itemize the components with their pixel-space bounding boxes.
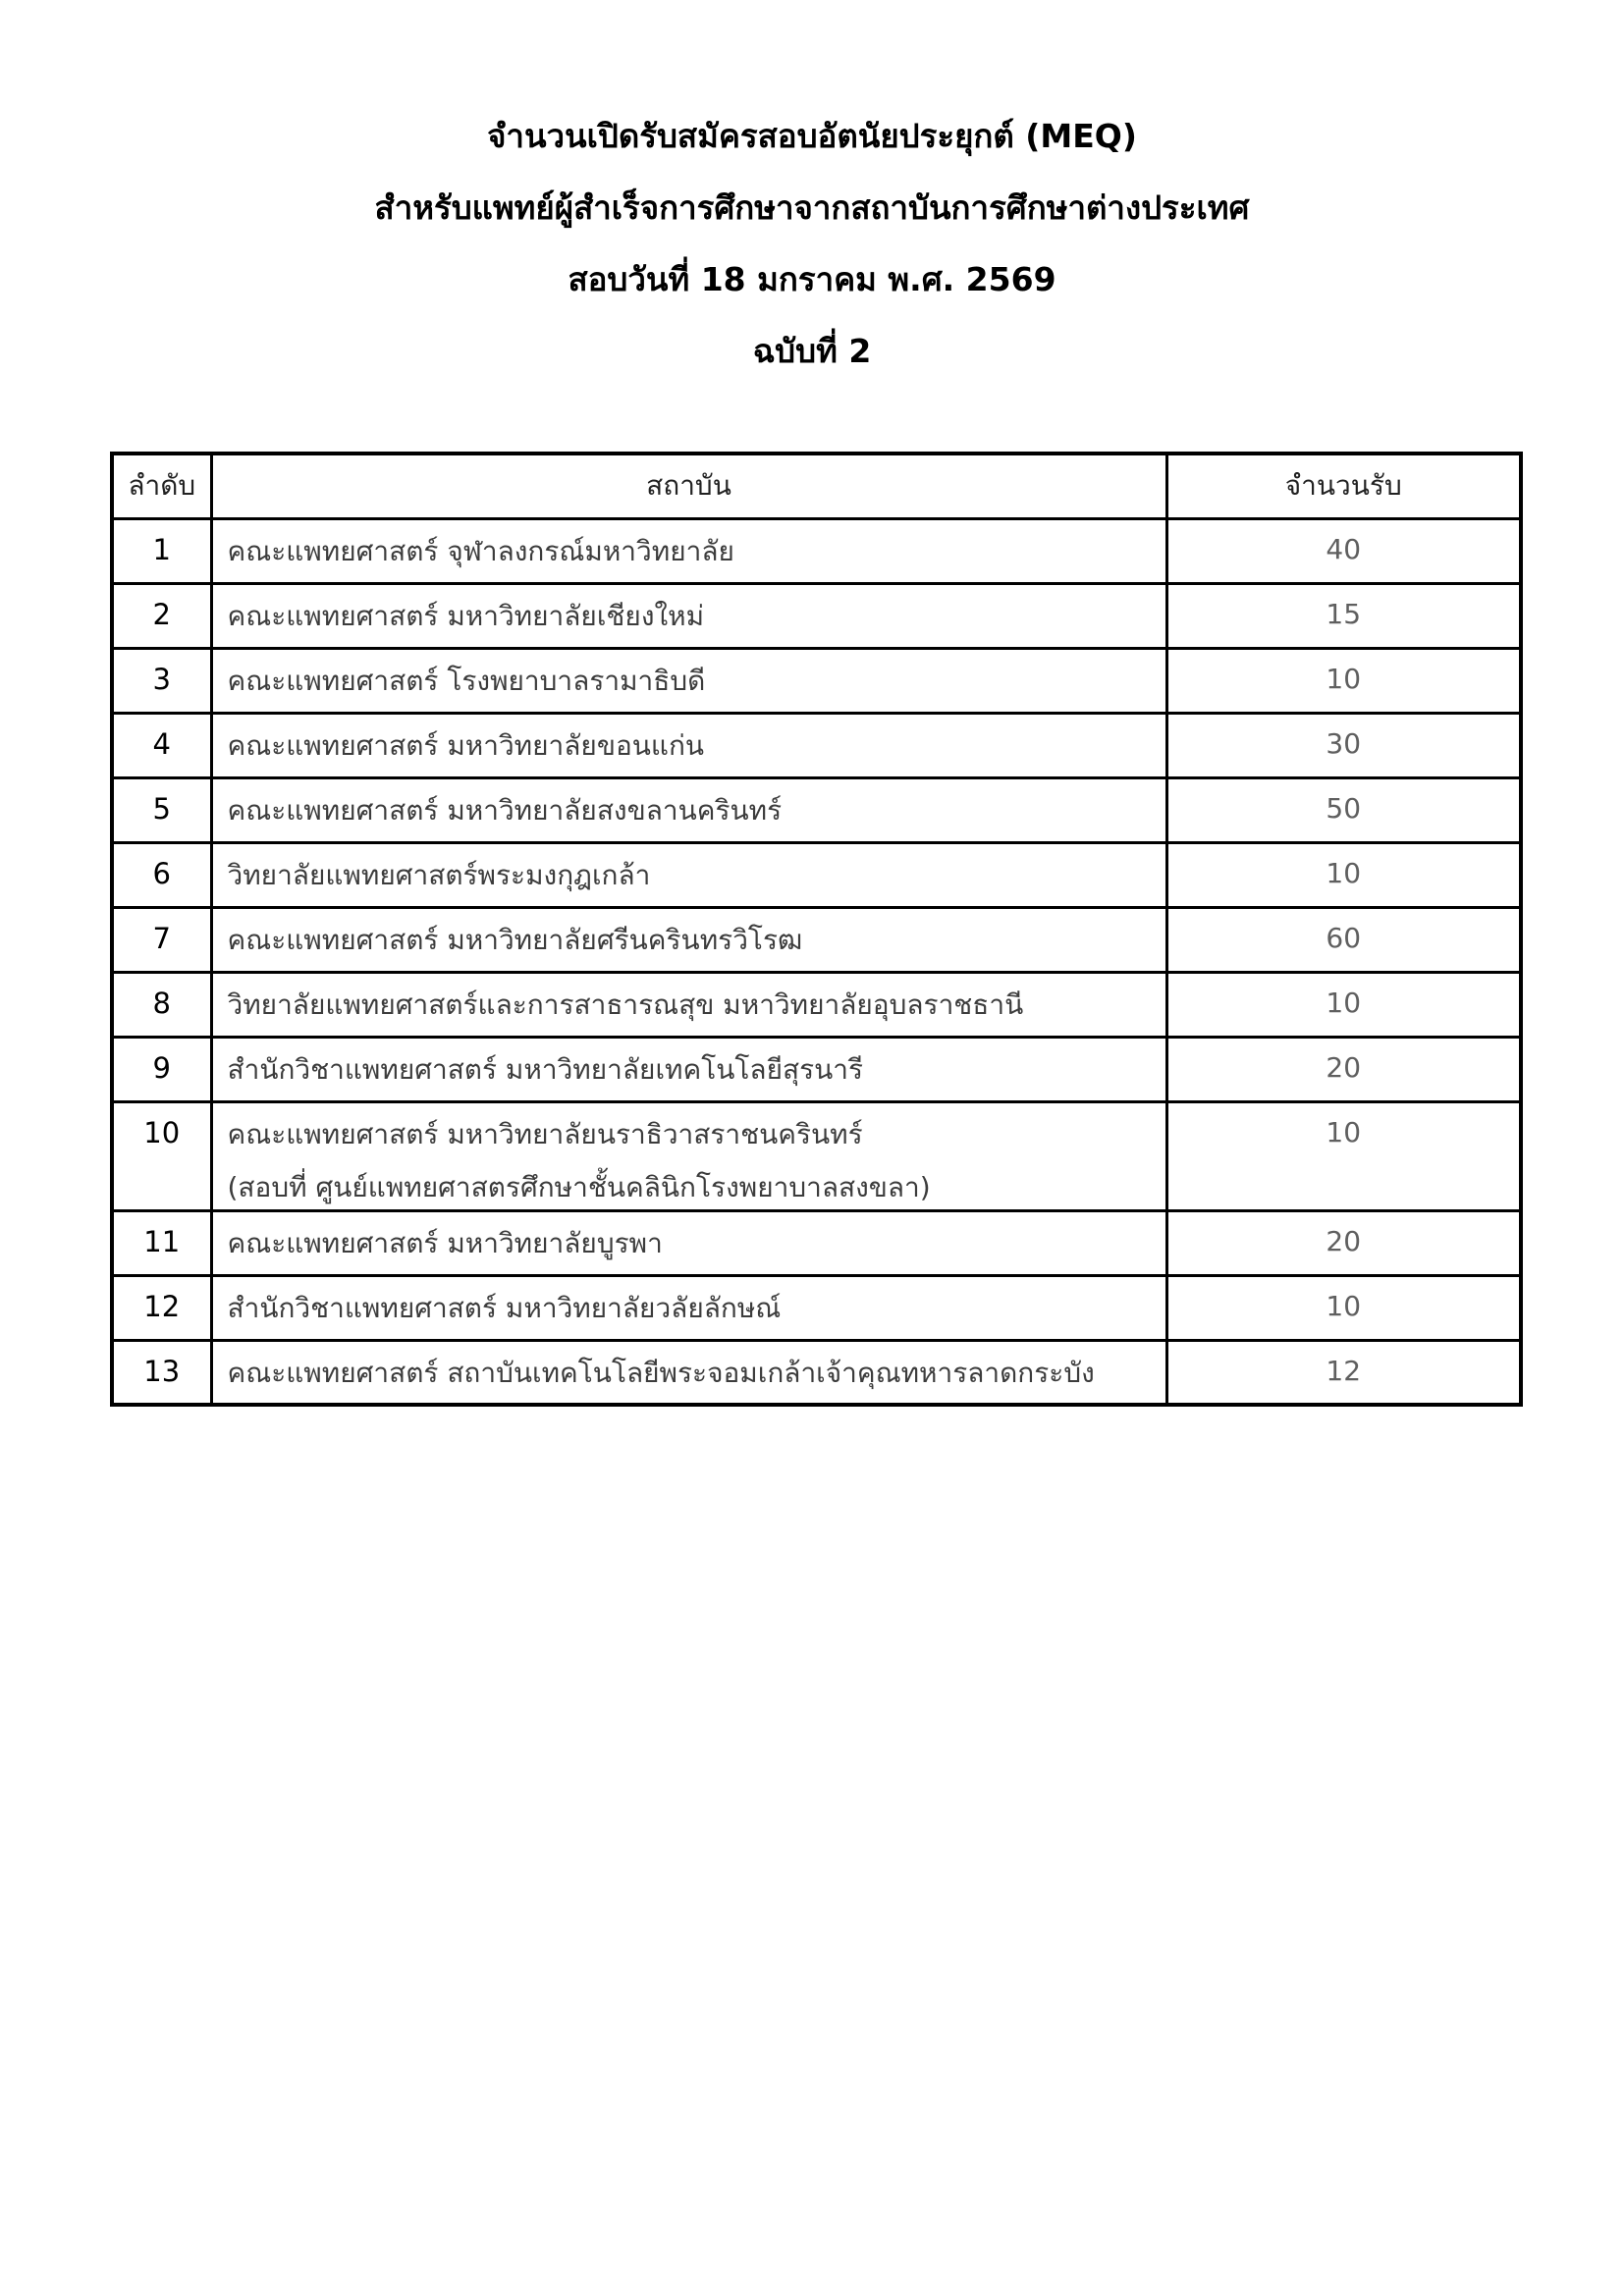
institution-name: คณะแพทยศาสตร์ มหาวิทยาลัยนราธิวาสราชนครินทร์ <box>227 1117 863 1150</box>
seats-value: 10 <box>1166 842 1521 907</box>
seats-value: 10 <box>1166 1101 1521 1210</box>
seats-value: 10 <box>1166 972 1521 1037</box>
document-title: จำนวนเปิดรับสมัครสอบอัตนัยประยุกต์ (MEQ) <box>487 117 1137 155</box>
table-header-row <box>112 454 1521 518</box>
row-number: 9 <box>112 1037 211 1101</box>
row-number: 2 <box>112 583 211 648</box>
row-number: 3 <box>112 648 211 713</box>
table-row <box>112 1101 1521 1210</box>
table-row <box>112 972 1521 1037</box>
seats-value: 15 <box>1166 583 1521 648</box>
institution-cell <box>211 1275 1166 1340</box>
institution-cell <box>211 1101 1166 1210</box>
seats-value: 40 <box>1166 518 1521 583</box>
institution-cell <box>211 1340 1166 1405</box>
table-row <box>112 777 1521 842</box>
institution-name: คณะแพทยศาสตร์ โรงพยาบาลรามาธิบดี <box>227 664 706 697</box>
institution-cell <box>211 713 1166 777</box>
table-row <box>112 583 1521 648</box>
table-row <box>112 518 1521 583</box>
table-body <box>112 518 1521 1405</box>
header-cell-institution: สถาบัน <box>211 454 1166 518</box>
institution-name: คณะแพทยศาสตร์ มหาวิทยาลัยศรีนครินทรวิโรฒ <box>227 923 803 956</box>
institution-cell <box>211 842 1166 907</box>
table-row <box>112 1340 1521 1405</box>
seats-value: 10 <box>1166 648 1521 713</box>
institution-cell <box>211 1210 1166 1275</box>
seats-value: 50 <box>1166 777 1521 842</box>
institution-cell <box>211 518 1166 583</box>
institution-name: คณะแพทยศาสตร์ สถาบันเทคโนโลยีพระจอมเกล้าเจ้าคุณทหารลาดกระบัง <box>227 1356 1095 1389</box>
seats-value: 10 <box>1166 1275 1521 1340</box>
edition-line: ฉบับที่ 2 <box>752 332 872 370</box>
table-row <box>112 648 1521 713</box>
institution-name: คณะแพทยศาสตร์ จุฬาลงกรณ์มหาวิทยาลัย <box>227 534 734 567</box>
seats-value: 60 <box>1166 907 1521 972</box>
institution-name: คณะแพทยศาสตร์ มหาวิทยาลัยขอนแก่น <box>227 728 705 762</box>
table-row <box>112 1275 1521 1340</box>
institution-name: สำนักวิชาแพทยศาสตร์ มหาวิทยาลัยเทคโนโลยีสุรนารี <box>227 1052 864 1086</box>
row-number: 5 <box>112 777 211 842</box>
admission-table <box>110 452 1523 1407</box>
institution-cell <box>211 972 1166 1037</box>
exam-date-line: สอบวันที่ 18 มกราคม พ.ศ. 2569 <box>568 260 1056 298</box>
header-cell-order: ลำดับ <box>112 454 211 518</box>
row-number: 11 <box>112 1210 211 1275</box>
institution-note: (สอบที่ ศูนย์แพทยศาสตรศึกษาชั้นคลินิกโรงพยาบาลสงขลา) <box>227 1170 931 1203</box>
row-number: 4 <box>112 713 211 777</box>
institution-name: คณะแพทยศาสตร์ มหาวิทยาลัยบูรพา <box>227 1226 663 1259</box>
row-number: 7 <box>112 907 211 972</box>
table-row <box>112 1037 1521 1101</box>
seats-value: 30 <box>1166 713 1521 777</box>
row-number: 8 <box>112 972 211 1037</box>
seats-value: 20 <box>1166 1037 1521 1101</box>
institution-cell <box>211 907 1166 972</box>
row-number: 6 <box>112 842 211 907</box>
row-number: 12 <box>112 1275 211 1340</box>
row-number: 13 <box>112 1340 211 1405</box>
row-number: 10 <box>112 1101 211 1210</box>
table-row <box>112 1210 1521 1275</box>
institution-name: คณะแพทยศาสตร์ มหาวิทยาลัยสงขลานครินทร์ <box>227 793 783 827</box>
institution-cell <box>211 1037 1166 1101</box>
institution-name: คณะแพทยศาสตร์ มหาวิทยาลัยเชียงใหม่ <box>227 599 705 632</box>
institution-cell <box>211 583 1166 648</box>
institution-cell <box>211 648 1166 713</box>
seats-value: 12 <box>1166 1340 1521 1405</box>
document-subtitle: สำหรับแพทย์ผู้สำเร็จการศึกษาจากสถาบันการศึกษาต่างประเทศ <box>374 188 1250 227</box>
institution-name: วิทยาลัยแพทยศาสตร์พระมงกุฎเกล้า <box>227 858 651 891</box>
document-title-block <box>0 0 1624 387</box>
row-number: 1 <box>112 518 211 583</box>
seats-value: 20 <box>1166 1210 1521 1275</box>
institution-name: สำนักวิชาแพทยศาสตร์ มหาวิทยาลัยวลัยลักษณ์ <box>227 1291 782 1324</box>
institution-name: วิทยาลัยแพทยศาสตร์และการสาธารณสุข มหาวิทยาลัยอุบลราชธานี <box>227 988 1024 1021</box>
table-row <box>112 842 1521 907</box>
institution-cell <box>211 777 1166 842</box>
table-row <box>112 907 1521 972</box>
header-cell-seats: จำนวนรับ <box>1166 454 1521 518</box>
table-row <box>112 713 1521 777</box>
